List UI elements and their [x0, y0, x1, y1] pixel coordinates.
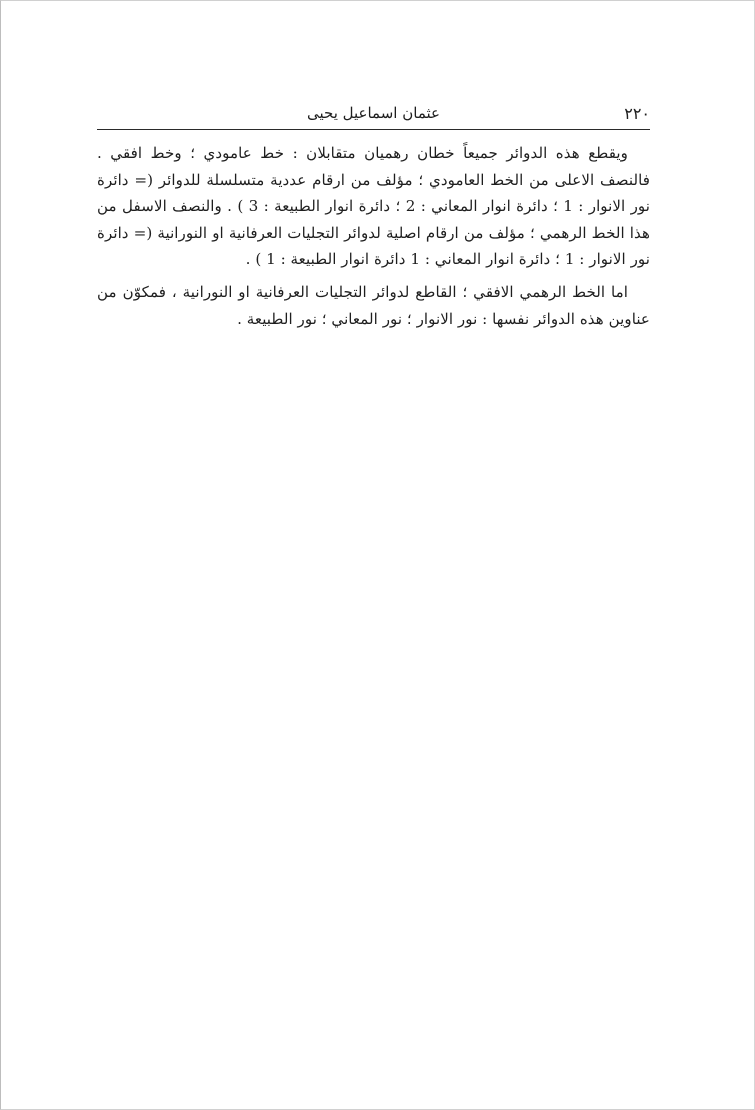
text-body — [97, 140, 650, 332]
page-number: ٢٢٠ — [624, 104, 650, 123]
paragraph-1: ويقطع هذه الدوائر جميعاً خطان رهميان متقابلان : خط عامودي ؛ وخط افقي . فالنصف الاعلى من الخط العامودي ؛ مؤلف من ارقام عددية متسلسلة للدوائر (= دائرة نور الانوار : 1 ؛ دائرة انوار المعاني : 2 ؛ دائرة انوار الطبيعة : 3 ) . والنصف الاسفل من هذا الخط الرهمي ؛ مؤلف من ارقام اصلية لدوائر التجليات العرفانية او النورانية (= دائرة نور الانوار : 1 ؛ دائرة انوار المعاني : 1 دائرة انوار الطبيعة : 1 ) . — [97, 144, 650, 269]
header-rule — [97, 129, 650, 130]
running-head — [97, 104, 650, 128]
paragraph-2: اما الخط الرهمي الافقي ؛ القاطع لدوائر التجليات العرفانية او النورانية ، فمكوّن من عناوين هذه الدوائر نفسها : نور الانوار ؛ نور المعاني ؛ نور الطبيعة . — [97, 282, 650, 328]
running-title: عثمان اسماعيل يحيى — [307, 104, 440, 122]
